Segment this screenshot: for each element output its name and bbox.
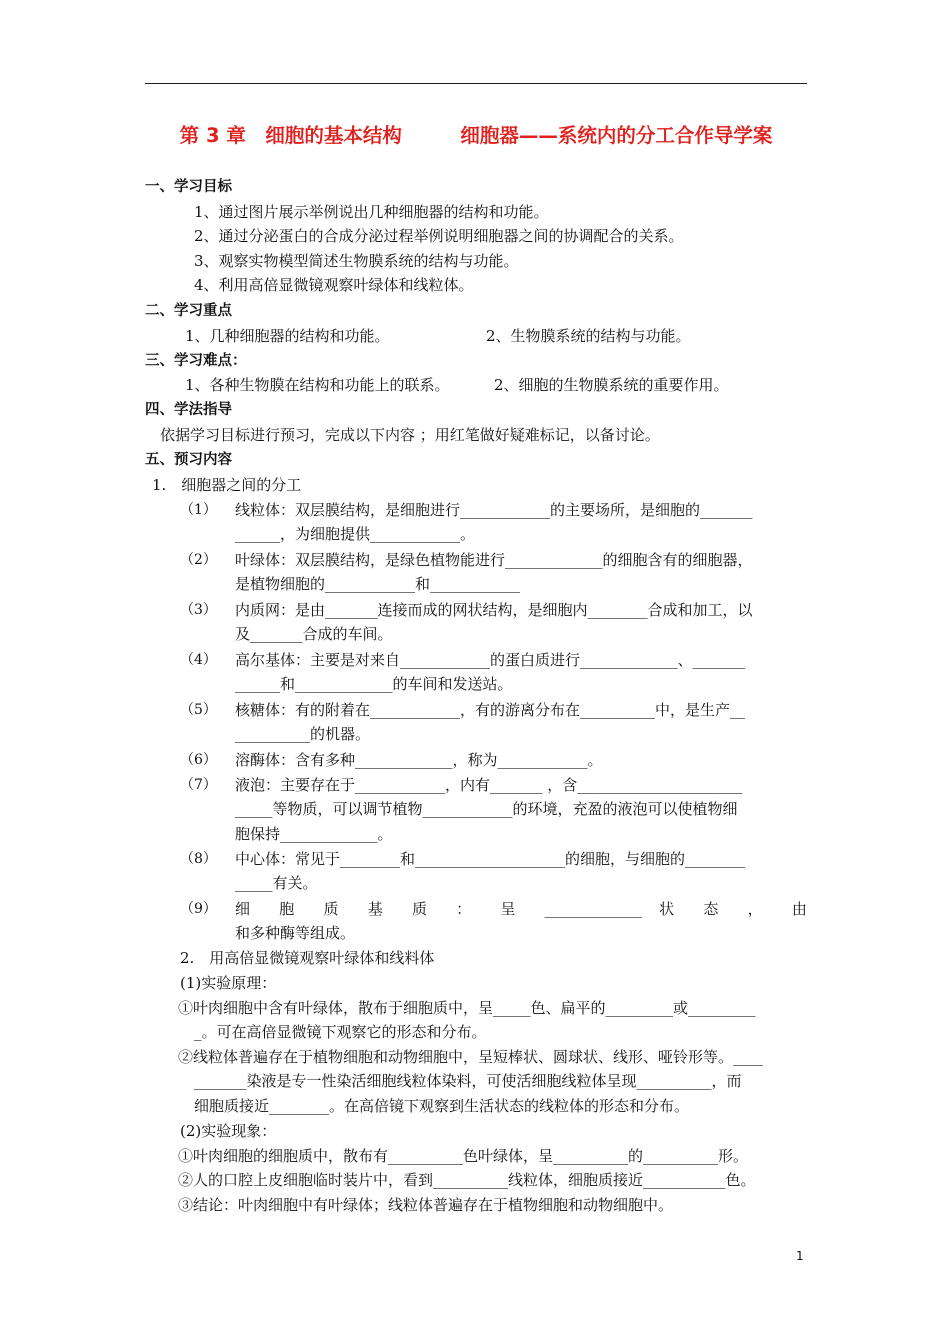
item-er-line1: 内质网：是由_______连接而成的网状结构，是细胞内________合成和加工，以 — [235, 601, 753, 619]
goal-item: 2、通过分泌蛋白的合成分泌过程举例说明细胞器之间的协调配合的关系。 — [194, 227, 684, 245]
item-vacuole-line3: 胞保持_____________。 — [235, 825, 393, 843]
document-title: 第 3 章 细胞的基本结构 细胞器——系统内的分工合作导学案 — [179, 124, 773, 147]
word: 状 — [659, 900, 687, 918]
principle-b-line3: 细胞质接近________。在高倍镜下观察到生活状态的线粒体的形态和分布。 — [194, 1097, 690, 1115]
key-point-item: 1、几种细胞器的结构和功能。 — [185, 327, 390, 345]
principle-a-line2: _。可在高倍显微镜下观察它的形态和分布。 — [194, 1023, 487, 1041]
item-golgi-line2: ______和_____________的车间和发送站。 — [235, 675, 513, 693]
item-chloroplast-line2: 是植物细胞的____________和____________ — [235, 575, 521, 593]
word: 呈 — [500, 900, 528, 918]
method-text: 依据学习目标进行预习，完成以下内容 ；用红笔做好疑难标记，以备讨论。 — [160, 426, 660, 444]
item-mitochondria-line1: 线粒体：双层膜结构，是细胞进行____________的主要场所，是细胞的_______ — [235, 501, 753, 519]
key-point-item: 2、生物膜系统的结构与功能。 — [486, 327, 691, 345]
item-number: （5） — [180, 702, 217, 718]
word: ： — [456, 900, 484, 918]
item-number: （4） — [180, 652, 217, 668]
goal-item: 1、通过图片展示举例说出几种细胞器的结构和功能。 — [194, 203, 549, 221]
page-number: 1 — [796, 1249, 804, 1263]
item-golgi-line1: 高尔基体：主要是对来自____________的蛋白质进行_____________、_______ — [235, 651, 746, 669]
phenomenon-line2: ②人的口腔上皮细胞临时装片中，看到__________线粒体，细胞质接近___________色。 — [178, 1171, 756, 1189]
goal-item: 3、观察实物模型简述生物膜系统的结构与功能。 — [194, 252, 519, 270]
section-heading-key-points: 二、学习重点 — [145, 303, 232, 319]
principle-a-line1: ①叶肉细胞中含有叶绿体，散布于细胞质中，呈_____色、扁平的_________或_________ — [178, 999, 756, 1017]
item-number: （8） — [180, 851, 217, 867]
word: 胞 — [279, 900, 307, 918]
difficulty-item: 2、细胞的生物膜系统的重要作用。 — [494, 376, 729, 394]
word: 质 — [323, 900, 351, 918]
item-number: （3） — [180, 602, 217, 618]
word: 细 — [235, 900, 263, 918]
word: 基 — [367, 900, 395, 918]
item-vacuole-line1: 液泡：主要存在于____________，内有_______ ，含______________________ — [235, 776, 743, 794]
item-vacuole-line2: _____等物质，可以调节植物____________的环境，充盈的液泡可以使植物细 — [235, 800, 738, 818]
difficulty-item: 1、各种生物膜在结构和功能上的联系。 — [185, 376, 450, 394]
part2-heading: 2. 用高倍显微镜观察叶绿体和线料体 — [180, 949, 435, 967]
part1-heading: 1. 细胞器之间的分工 — [152, 476, 302, 494]
item-lysosome-line1: 溶酶体：含有多种_____________，称为____________。 — [235, 751, 603, 769]
item-ribosome-line2: __________的机器。 — [235, 725, 371, 743]
item-cytoplasm-line2: 和多种酶等组成。 — [235, 924, 356, 942]
item-number: （2） — [180, 552, 217, 568]
word: 由 — [791, 900, 807, 918]
blank: _____________ — [544, 900, 643, 918]
principle-b-line2: _______染液是专一性染活细胞线粒体染料，可使活细胞线粒体呈现__________，而 — [194, 1072, 742, 1090]
section-heading-goals: 一、学习目标 — [145, 179, 232, 195]
item-number: （1） — [180, 502, 217, 518]
item-number: （6） — [180, 752, 217, 768]
goal-item: 4、利用高倍显微镜观察叶绿体和线粒体。 — [194, 276, 474, 294]
item-er-line2: 及_______合成的车间。 — [235, 625, 393, 643]
principle-heading: (1)实验原理： — [180, 974, 277, 992]
item-mitochondria-line2: ______，为细胞提供____________。 — [235, 525, 476, 543]
item-number: （7） — [180, 777, 217, 793]
item-centrosome-line2: _____有关。 — [235, 874, 318, 892]
word: ， — [747, 900, 775, 918]
item-ribosome-line1: 核糖体：有的附着在____________，有的游离分布在__________中，是生产__ — [235, 701, 746, 719]
phenomenon-line1: ①叶肉细胞的细胞质中，散布有__________色叶绿体，呈__________的__________形。 — [178, 1147, 749, 1165]
section-heading-method: 四、学法指导 — [145, 402, 232, 418]
principle-b-line1: ②线粒体普遍存在于植物细胞和动物细胞中，呈短棒状、圆球状、线形、哑铃形等。____ — [178, 1048, 764, 1066]
word: 态 — [703, 900, 731, 918]
section-heading-preview: 五、预习内容 — [145, 452, 232, 468]
item-centrosome-line1: 中心体：常见于________和____________________的细胞，与细胞的________ — [235, 850, 746, 868]
header-rule — [145, 83, 807, 84]
item-chloroplast-line1: 叶绿体：双层膜结构，是绿色植物能进行_____________的细胞含有的细胞器， — [235, 551, 753, 569]
section-heading-difficulties: 三、学习难点： — [145, 353, 247, 369]
item-number: （9） — [180, 901, 217, 917]
item-cytoplasm-line1 — [235, 899, 807, 919]
word: 质 — [411, 900, 440, 918]
phenomenon-heading: (2)实验现象： — [180, 1122, 277, 1140]
phenomenon-line3: ③结论：叶肉细胞中有叶绿体；线粒体普遍存在于植物细胞和动物细胞中。 — [178, 1196, 674, 1214]
